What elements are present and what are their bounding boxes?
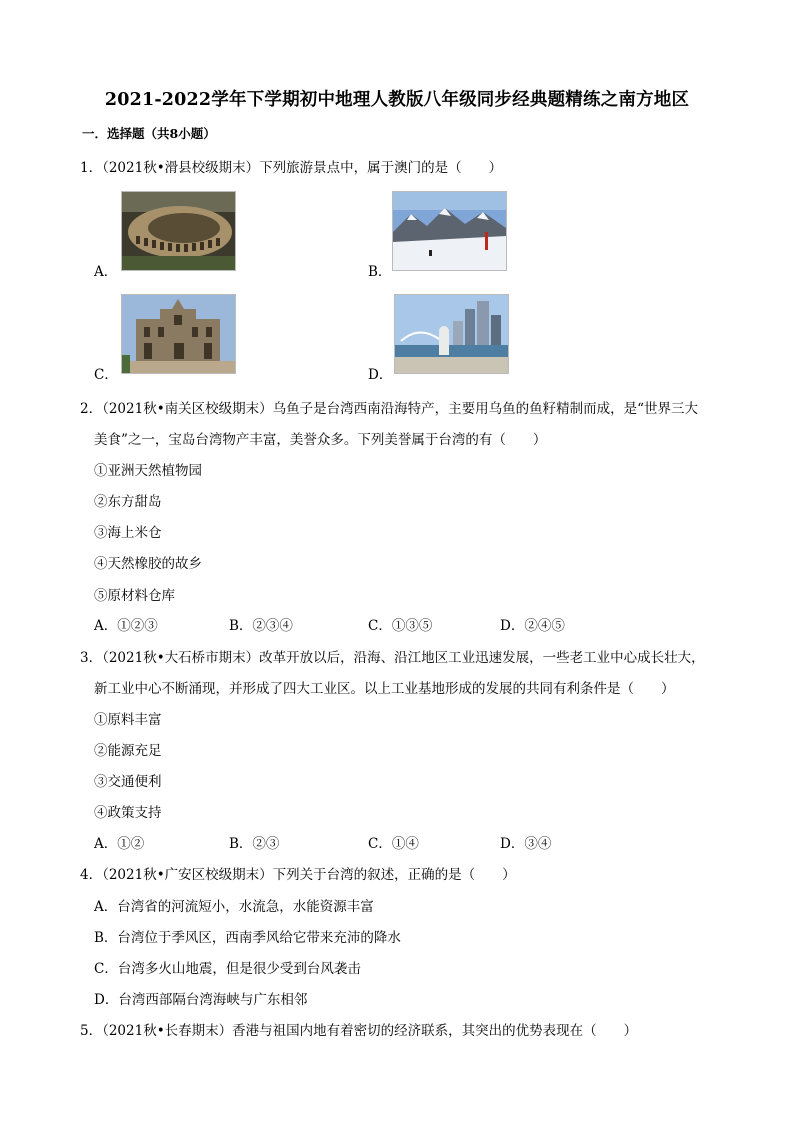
question-4-stem: 4．（2021秋•广安区校级期末）下列关于台湾的叙述，正确的是（ ） xyxy=(80,867,516,883)
q1-option-b-image-ski-slope[interactable] xyxy=(392,191,507,271)
q2-option-a[interactable]: A．①②③ xyxy=(94,618,158,634)
q1-option-c-label: C． xyxy=(94,367,118,383)
q3-option-c[interactable]: C．①④ xyxy=(368,836,419,852)
q1-option-a-label: A． xyxy=(94,264,118,280)
q2-item: ②东方甜岛 xyxy=(94,494,162,510)
q4-option-a[interactable]: A．台湾省的河流短小，水流急，水能资源丰富 xyxy=(94,899,374,915)
q1-option-b-label: B． xyxy=(368,264,392,280)
q3-item: ②能源充足 xyxy=(94,743,162,759)
q3-item: ③交通便利 xyxy=(94,774,162,790)
q2-item: ⑤原材料仓库 xyxy=(94,588,175,604)
q2-option-b[interactable]: B．②③④ xyxy=(229,618,293,634)
q3-option-b[interactable]: B．②③ xyxy=(229,836,280,852)
q3-option-d[interactable]: D．③④ xyxy=(500,836,552,852)
q4-option-b[interactable]: B．台湾位于季风区，西南季风给它带来充沛的降水 xyxy=(94,930,401,946)
page-title: 2021-2022学年下学期初中地理人教版八年级同步经典题精练之南方地区 xyxy=(104,90,690,110)
question-1-stem: 1．（2021秋•滑县校级期末）下列旅游景点中，属于澳门的是（ ） xyxy=(80,160,503,176)
q3-item: ①原料丰富 xyxy=(94,712,162,728)
q2-option-d[interactable]: D．②④⑤ xyxy=(500,618,565,634)
q3-item: ④政策支持 xyxy=(94,805,162,821)
q1-option-d-image-merlion-skyline[interactable] xyxy=(394,294,509,374)
q4-option-d[interactable]: D．台湾西部隔台湾海峡与广东相邻 xyxy=(94,992,308,1008)
q2-option-c[interactable]: C．①③⑤ xyxy=(368,618,433,634)
q4-option-c[interactable]: C．台湾多火山地震，但是很少受到台风袭击 xyxy=(94,961,361,977)
q2-item: ④天然橡胶的故乡 xyxy=(94,556,202,572)
q2-item: ③海上米仓 xyxy=(94,525,162,541)
question-2-stem-line-2: 美食”之一，宝岛台湾物产丰富，美誉众多。下列美誉属于台湾的有（ ） xyxy=(94,432,547,448)
question-2-stem-line-1: 2．（2021秋•南关区校级期末）乌鱼子是台湾西南沿海特产，主要用乌鱼的鱼籽精制而成，是“世界三大 xyxy=(80,401,699,417)
question-3-stem-line-1: 3．（2021秋•大石桥市期末）改革开放以后，沿海、沿江地区工业迅速发展，一些老工业中心成长壮大， xyxy=(80,650,705,666)
q1-option-d-label: D． xyxy=(368,367,393,383)
question-3-stem-line-2: 新工业中心不断涌现，并形成了四大工业区。以上工业基地形成的发展的共同有利条件是（ ） xyxy=(94,681,675,697)
q2-item: ①亚洲天然植物园 xyxy=(94,463,202,479)
question-5-stem: 5．（2021秋•长春期末）香港与祖国内地有着密切的经济联系，其突出的优势表现在（ ） xyxy=(80,1023,638,1039)
q1-option-c-image-ruins-facade[interactable] xyxy=(121,294,236,374)
q3-option-a[interactable]: A．①② xyxy=(94,836,145,852)
q1-option-a-image-colosseum[interactable] xyxy=(121,191,236,271)
section-heading: 一．选择题（共8小题） xyxy=(82,126,216,141)
